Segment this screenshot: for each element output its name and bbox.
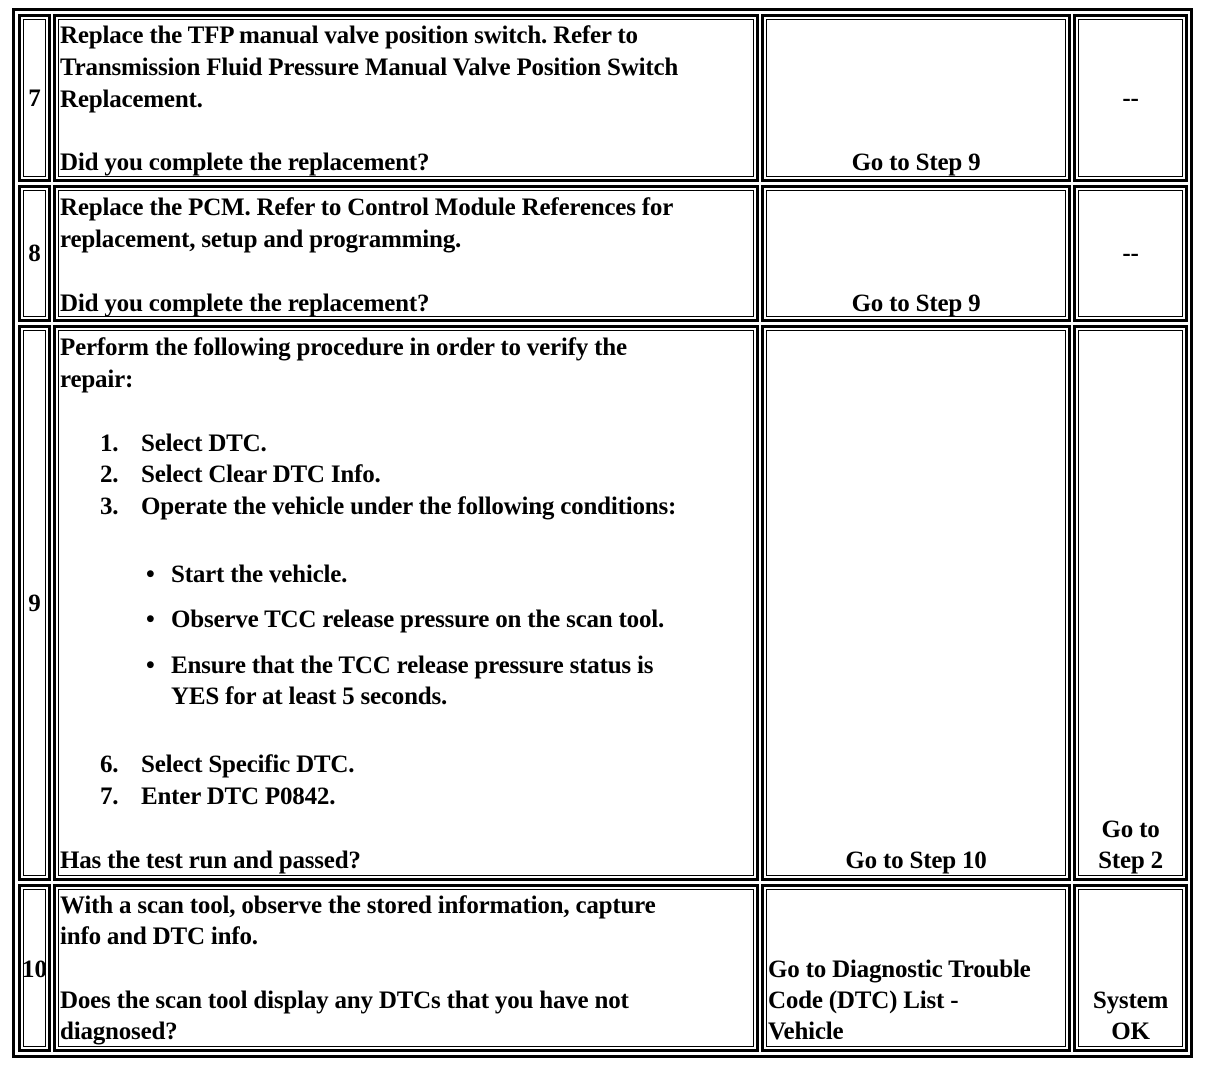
yes-result: Code (DTC) List - (768, 987, 959, 1014)
yes-result: Go to Step 9 (851, 290, 981, 317)
action-text: Perform the following procedure in order to verify the (60, 334, 627, 361)
step-number: 8 (28, 240, 41, 267)
bullet-icon: • (146, 606, 155, 633)
list-number: 6. (100, 751, 119, 778)
action-text: info and DTC info. (60, 923, 258, 950)
action-text: Replace the PCM. Refer to Control Module References for (60, 194, 674, 221)
yes-result: Go to Step 10 (845, 847, 987, 874)
action-text: With a scan tool, observe the stored information, capture (60, 892, 656, 919)
no-result: Go to (1101, 816, 1160, 843)
yes-result: Go to Diagnostic Trouble (768, 956, 1031, 983)
step-number: 7 (28, 85, 41, 112)
list-number: 7. (100, 783, 119, 810)
list-item: Select DTC. (141, 430, 267, 457)
no-result: -- (1122, 240, 1139, 267)
list-number: 1. (100, 430, 119, 457)
action-text: Transmission Fluid Pressure Manual Valve Position Switch (60, 54, 679, 81)
bullet-item: Start the vehicle. (171, 561, 348, 588)
bullet-item: Observe TCC release pressure on the scan tool. (171, 606, 665, 633)
bullet-item-continued: YES for at least 5 seconds. (171, 683, 448, 710)
list-item: Select Clear DTC Info. (141, 461, 381, 488)
list-item: Select Specific DTC. (141, 751, 355, 778)
action-text: repair: (60, 366, 134, 393)
list-number: 3. (100, 493, 119, 520)
question-text: Has the test run and passed? (60, 847, 361, 874)
no-result: System (1092, 987, 1169, 1014)
list-item: Operate the vehicle under the following conditions: (141, 493, 677, 520)
question-text: Did you complete the replacement? (60, 290, 430, 317)
list-item: Enter DTC P0842. (141, 783, 336, 810)
yes-cell (761, 325, 1071, 881)
action-text: Replacement. (60, 86, 203, 113)
no-result: Step 2 (1098, 847, 1163, 874)
action-text: Replace the TFP manual valve position switch. Refer to (60, 22, 638, 49)
question-text: Does the scan tool display any DTCs that you have not (60, 987, 629, 1014)
step-number: 9 (28, 590, 41, 617)
step-number: 10 (22, 956, 47, 983)
bullet-item: Ensure that the TCC release pressure status is (171, 652, 654, 679)
question-text: Did you complete the replacement? (60, 149, 430, 176)
no-result: -- (1122, 85, 1139, 112)
bullet-icon: • (146, 652, 155, 679)
no-cell (1073, 325, 1188, 881)
bullet-icon: • (146, 561, 155, 588)
yes-result: Vehicle (768, 1018, 844, 1045)
no-result: OK (1111, 1018, 1150, 1045)
action-text: replacement, setup and programming. (60, 226, 462, 253)
yes-result: Go to Step 9 (851, 149, 981, 176)
question-text: diagnosed? (60, 1018, 178, 1045)
list-number: 2. (100, 461, 119, 488)
